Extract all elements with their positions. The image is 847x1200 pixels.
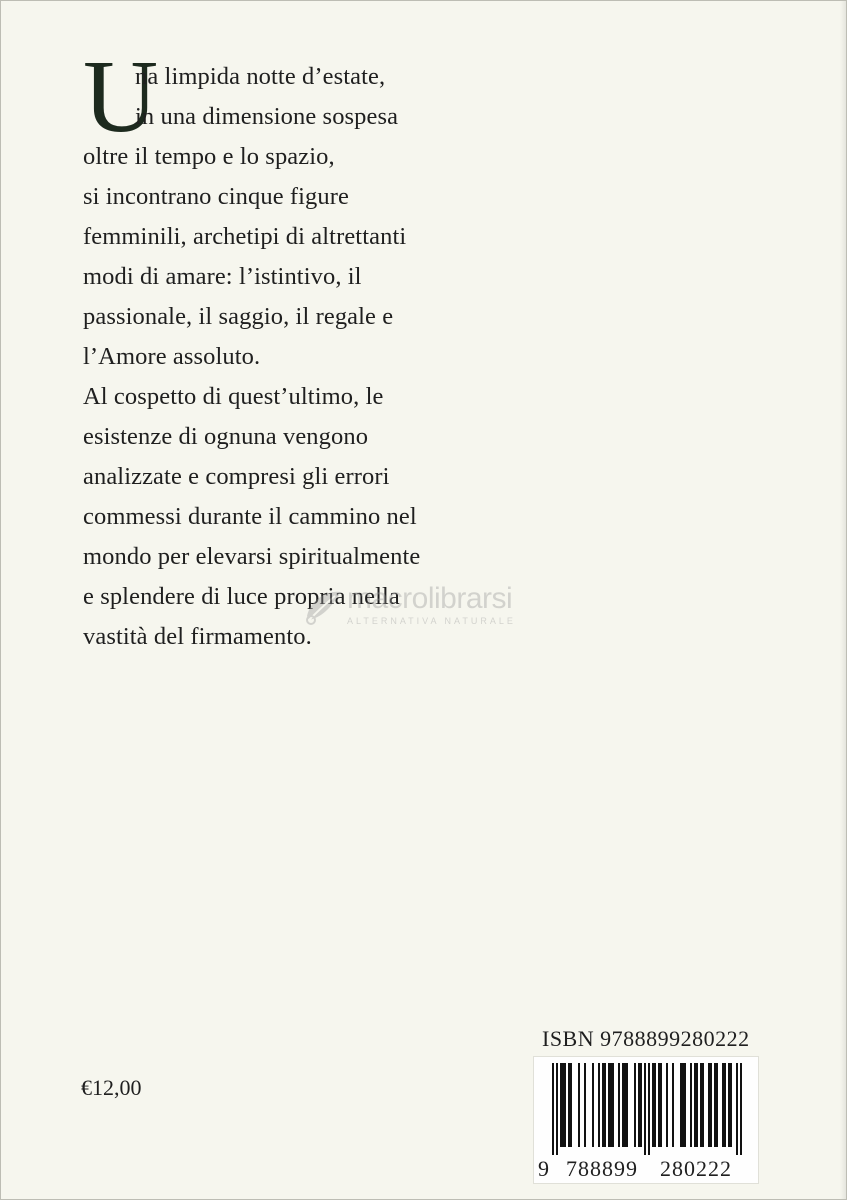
barcode-bar [640,1063,642,1147]
barcode-bar [552,1063,554,1155]
barcode-bar [740,1063,742,1155]
barcode-digits-right: 280222 [660,1156,732,1181]
barcode-bar [564,1063,566,1147]
barcode-bar [724,1063,726,1147]
barcode-bar [584,1063,586,1147]
blurb-text [83,57,643,657]
blurb-line: femminili, archetipi di altrettanti [83,223,407,250]
barcode-bar [602,1063,604,1147]
blurb-line: vastità del firmamento. [83,623,312,650]
isbn-label: ISBN 9788899280222 [542,1026,750,1051]
barcode-bar [634,1063,636,1147]
barcode-bar [660,1063,662,1147]
barcode-bar [622,1063,624,1147]
barcode-bar [696,1063,698,1147]
blurb-line: passionale, il saggio, il regale e [83,303,394,330]
barcode-bar [694,1063,696,1147]
blurb-line: e splendere di luce propria nella [83,583,400,610]
barcode-bar [652,1063,654,1147]
barcode-bar [560,1063,562,1147]
blurb-line: si incontrano cinque figure [83,183,349,210]
barcode-bar [648,1063,650,1155]
barcode-bar [578,1063,580,1147]
barcode-bar [702,1063,704,1147]
barcode-bar [710,1063,712,1147]
blurb-line: esistenze di ognuna vengono [83,423,369,450]
barcode-bar [624,1063,626,1147]
blurb-line: in una dimensione sospesa [135,103,399,130]
barcode [533,1056,759,1184]
barcode-bars [540,1063,754,1155]
barcode-bar [608,1063,610,1147]
barcode-bar [730,1063,732,1147]
barcode-bar [618,1063,620,1147]
barcode-bar [722,1063,724,1147]
blurb-line: na limpida notte d’estate, [135,63,386,90]
barcode-bar [654,1063,656,1147]
blurb-line: mondo per elevarsi spiritualmente [83,543,421,570]
barcode-bar [626,1063,628,1147]
blurb-line: l’Amore assoluto. [83,343,261,370]
barcode-bar [672,1063,674,1147]
price-label: €12,00 [81,1075,142,1100]
barcode-bar [708,1063,710,1147]
blurb-line: commessi durante il cammino nel [83,503,417,530]
barcode-bar [562,1063,564,1147]
blurb-line: Al cospetto di quest’ultimo, le [83,383,384,410]
barcode-bar [556,1063,558,1155]
barcode-bar [610,1063,612,1147]
barcode-bar [568,1063,570,1147]
barcode-bar [604,1063,606,1147]
barcode-bar [690,1063,692,1147]
barcode-bar [666,1063,668,1147]
barcode-bar [598,1063,600,1147]
barcode-bar [682,1063,684,1147]
drop-cap: U [83,39,159,154]
barcode-bar [658,1063,660,1147]
watermark-tagline: ALTERNATIVA NATURALE [347,616,516,626]
barcode-bar [684,1063,686,1147]
barcode-bar [592,1063,594,1147]
barcode-bar [644,1063,646,1155]
blurb-line: analizzate e compresi gli errori [83,463,390,490]
barcode-bar [728,1063,730,1147]
barcode-bar [680,1063,682,1147]
barcode-digit-first: 9 [538,1156,550,1181]
barcode-bar [714,1063,716,1147]
barcode-bar [736,1063,738,1155]
barcode-bar [716,1063,718,1147]
barcode-bar [570,1063,572,1147]
barcode-bar [700,1063,702,1147]
blurb-line: oltre il tempo e lo spazio, [83,143,335,170]
barcode-bar [612,1063,614,1147]
barcode-digits-left: 788899 [566,1156,638,1181]
blurb-line: modi di amare: l’istintivo, il [83,263,362,290]
barcode-bar [638,1063,640,1147]
watermark-brand: macrolibrarsi [347,582,513,615]
